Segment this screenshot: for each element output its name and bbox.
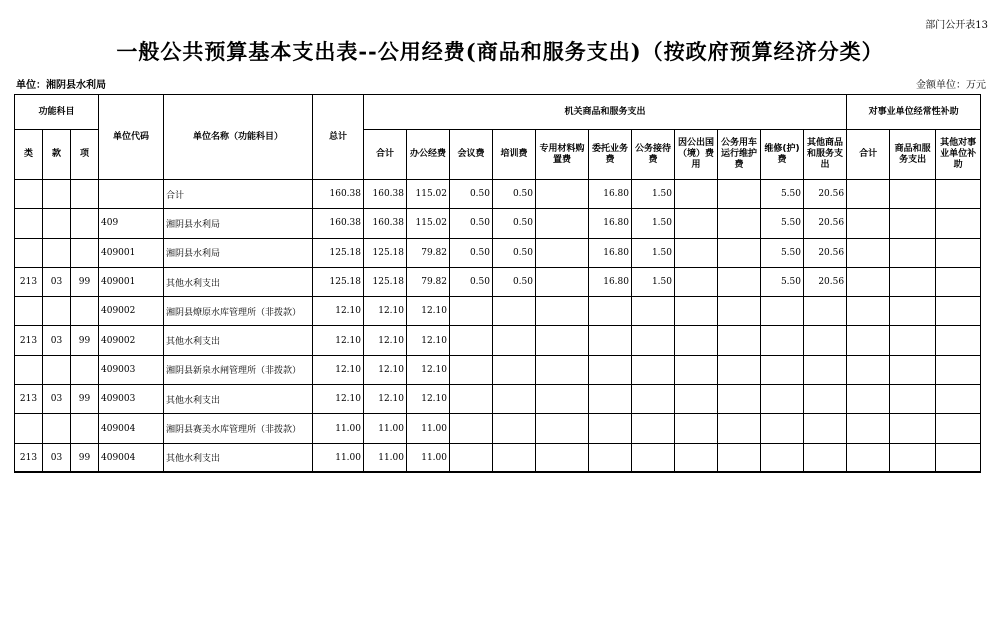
cell-value — [718, 385, 761, 414]
cell-value — [536, 355, 589, 384]
budget-table — [14, 94, 981, 473]
cell-unit-code: 409004 — [99, 443, 164, 472]
cell-unit-name: 合计 — [164, 180, 313, 209]
header-col: 商品和服务支出 — [890, 130, 936, 180]
cell-unit-code: 409004 — [99, 414, 164, 443]
cell-value — [493, 326, 536, 355]
cell-unit-code: 409 — [99, 209, 164, 238]
cell-xiang — [71, 297, 99, 326]
cell-value — [804, 385, 847, 414]
cell-value: 0.50 — [450, 209, 493, 238]
cell-total: 11.00 — [313, 443, 364, 472]
cell-unit-code: 409003 — [99, 355, 164, 384]
cell-value — [450, 443, 493, 472]
cell-value — [450, 326, 493, 355]
cell-value: 115.02 — [407, 180, 450, 209]
cell-value — [936, 385, 981, 414]
table-row — [15, 385, 981, 414]
cell-kuan: 03 — [43, 326, 71, 355]
cell-value — [589, 297, 632, 326]
cell-kuan — [43, 180, 71, 209]
cell-value — [675, 238, 718, 267]
cell-value — [804, 355, 847, 384]
cell-unit-name: 湘阴县赛美水库管理所（非拨款） — [164, 414, 313, 443]
cell-value: 5.50 — [761, 267, 804, 296]
cell-value — [589, 443, 632, 472]
cell-value — [675, 355, 718, 384]
table-row — [15, 414, 981, 443]
cell-value: 1.50 — [632, 267, 675, 296]
table-row — [15, 209, 981, 238]
cell-value: 5.50 — [761, 180, 804, 209]
cell-value — [847, 414, 890, 443]
cell-value: 1.50 — [632, 209, 675, 238]
table-row — [15, 355, 981, 384]
cell-kuan: 03 — [43, 267, 71, 296]
cell-value — [718, 414, 761, 443]
cell-value: 12.10 — [407, 326, 450, 355]
cell-kuan — [43, 238, 71, 267]
cell-value — [847, 238, 890, 267]
cell-value: 20.56 — [804, 180, 847, 209]
cell-xiang — [71, 209, 99, 238]
cell-value — [493, 355, 536, 384]
cell-value — [890, 180, 936, 209]
table-row — [15, 238, 981, 267]
cell-value — [847, 297, 890, 326]
cell-value — [761, 414, 804, 443]
cell-unit-code — [99, 180, 164, 209]
cell-value: 16.80 — [589, 180, 632, 209]
cell-value — [718, 443, 761, 472]
cell-value: 160.38 — [364, 209, 407, 238]
cell-value — [675, 443, 718, 472]
cell-value — [761, 385, 804, 414]
cell-value: 125.18 — [364, 267, 407, 296]
cell-lei — [15, 355, 43, 384]
header-col: 办公经费 — [407, 130, 450, 180]
cell-value — [493, 443, 536, 472]
header-col: 其他商品和服务支出 — [804, 130, 847, 180]
cell-unit-code: 409003 — [99, 385, 164, 414]
cell-value — [936, 209, 981, 238]
cell-value — [936, 180, 981, 209]
cell-value: 0.50 — [493, 180, 536, 209]
cell-value — [936, 326, 981, 355]
cell-value: 12.10 — [364, 297, 407, 326]
cell-kuan — [43, 297, 71, 326]
cell-value: 12.10 — [407, 385, 450, 414]
cell-lei — [15, 414, 43, 443]
header-col: 公务用车运行维护费 — [718, 130, 761, 180]
header-col: 维修(护)费 — [761, 130, 804, 180]
cell-value — [718, 297, 761, 326]
cell-value: 5.50 — [761, 238, 804, 267]
header-func-subject: 功能科目 — [15, 95, 99, 130]
cell-value — [450, 385, 493, 414]
cell-value: 0.50 — [493, 209, 536, 238]
cell-total: 160.38 — [313, 180, 364, 209]
header-col: 委托业务费 — [589, 130, 632, 180]
cell-total: 125.18 — [313, 238, 364, 267]
table-row — [15, 326, 981, 355]
cell-value: 0.50 — [450, 180, 493, 209]
cell-value: 11.00 — [407, 414, 450, 443]
cell-value — [536, 267, 589, 296]
cell-value — [890, 355, 936, 384]
cell-value: 11.00 — [407, 443, 450, 472]
cell-xiang: 99 — [71, 385, 99, 414]
cell-value — [761, 326, 804, 355]
cell-value: 11.00 — [364, 414, 407, 443]
header-unit-code: 单位代码 — [99, 95, 164, 180]
cell-value: 20.56 — [804, 267, 847, 296]
cell-unit-name: 湘阴县新泉水闸管理所（非拨款） — [164, 355, 313, 384]
cell-total: 12.10 — [313, 385, 364, 414]
cell-lei — [15, 180, 43, 209]
cell-value: 20.56 — [804, 209, 847, 238]
cell-value — [804, 326, 847, 355]
cell-value — [936, 414, 981, 443]
cell-value: 12.10 — [407, 297, 450, 326]
cell-value — [675, 414, 718, 443]
cell-value — [675, 326, 718, 355]
cell-value — [536, 414, 589, 443]
cell-value — [847, 355, 890, 384]
cell-unit-code: 409002 — [99, 297, 164, 326]
cell-value — [632, 385, 675, 414]
cell-value — [936, 238, 981, 267]
cell-value: 11.00 — [364, 443, 407, 472]
page-title: 一般公共预算基本支出表--公用经费(商品和服务支出)（按政府预算经济分类） — [116, 39, 884, 64]
header-lei: 类 — [15, 130, 43, 180]
header-col: 公务接待费 — [632, 130, 675, 180]
cell-unit-name: 其他水利支出 — [164, 385, 313, 414]
cell-value — [890, 238, 936, 267]
cell-total: 12.10 — [313, 297, 364, 326]
cell-value — [536, 238, 589, 267]
cell-unit-code: 409002 — [99, 326, 164, 355]
cell-value: 1.50 — [632, 180, 675, 209]
cell-value — [761, 297, 804, 326]
cell-value — [675, 385, 718, 414]
cell-value: 115.02 — [407, 209, 450, 238]
cell-value — [718, 267, 761, 296]
table-row — [15, 443, 981, 472]
cell-value: 20.56 — [804, 238, 847, 267]
cell-value — [847, 443, 890, 472]
header-col: 因公出国（境）费用 — [675, 130, 718, 180]
header-unit-name: 单位名称（功能科目） — [164, 95, 313, 180]
cell-unit-name: 其他水利支出 — [164, 443, 313, 472]
cell-lei: 213 — [15, 326, 43, 355]
cell-value: 12.10 — [364, 355, 407, 384]
cell-lei: 213 — [15, 385, 43, 414]
cell-value: 16.80 — [589, 238, 632, 267]
cell-value — [718, 355, 761, 384]
cell-value — [936, 443, 981, 472]
cell-value — [450, 297, 493, 326]
cell-value — [890, 297, 936, 326]
cell-value — [536, 385, 589, 414]
cell-unit-name: 其他水利支出 — [164, 267, 313, 296]
header-subsidy: 对事业单位经常性补助 — [847, 95, 981, 130]
cell-unit-name: 湘阴县水利局 — [164, 238, 313, 267]
cell-lei — [15, 209, 43, 238]
document-code: 部门公开表13 — [925, 20, 988, 31]
cell-lei — [15, 238, 43, 267]
header-col: 合计 — [364, 130, 407, 180]
cell-value: 16.80 — [589, 267, 632, 296]
cell-value — [632, 443, 675, 472]
cell-value — [847, 267, 890, 296]
cell-unit-name: 湘阴县水利局 — [164, 209, 313, 238]
cell-lei: 213 — [15, 443, 43, 472]
cell-value: 12.10 — [364, 326, 407, 355]
cell-value — [847, 326, 890, 355]
cell-xiang — [71, 355, 99, 384]
cell-kuan — [43, 414, 71, 443]
cell-kuan — [43, 209, 71, 238]
cell-value — [632, 297, 675, 326]
cell-value — [890, 267, 936, 296]
cell-value — [536, 209, 589, 238]
cell-value — [761, 355, 804, 384]
header-col: 会议费 — [450, 130, 493, 180]
cell-xiang — [71, 180, 99, 209]
cell-value — [675, 209, 718, 238]
cell-value — [450, 414, 493, 443]
header-col: 培训费 — [493, 130, 536, 180]
cell-lei: 213 — [15, 267, 43, 296]
cell-value: 5.50 — [761, 209, 804, 238]
cell-value: 0.50 — [450, 238, 493, 267]
cell-value — [675, 297, 718, 326]
header-kuan: 款 — [43, 130, 71, 180]
cell-value — [890, 326, 936, 355]
header-col: 合计 — [847, 130, 890, 180]
cell-value — [890, 414, 936, 443]
cell-value — [493, 385, 536, 414]
cell-value — [632, 414, 675, 443]
cell-value — [589, 355, 632, 384]
cell-kuan: 03 — [43, 443, 71, 472]
cell-value — [675, 267, 718, 296]
cell-value: 12.10 — [407, 355, 450, 384]
cell-value: 1.50 — [632, 238, 675, 267]
cell-value — [589, 385, 632, 414]
table-row — [15, 180, 981, 209]
cell-value: 79.82 — [407, 267, 450, 296]
cell-value — [450, 355, 493, 384]
cell-kuan — [43, 355, 71, 384]
cell-xiang: 99 — [71, 326, 99, 355]
cell-unit-code: 409001 — [99, 267, 164, 296]
cell-xiang: 99 — [71, 443, 99, 472]
cell-value: 0.50 — [450, 267, 493, 296]
cell-value — [632, 326, 675, 355]
unit-label: 单位：湘阴县水利局 — [16, 80, 106, 91]
cell-value: 0.50 — [493, 267, 536, 296]
cell-value — [536, 297, 589, 326]
cell-total: 12.10 — [313, 326, 364, 355]
cell-total: 160.38 — [313, 209, 364, 238]
cell-value — [890, 385, 936, 414]
cell-value — [589, 414, 632, 443]
cell-total: 11.00 — [313, 414, 364, 443]
cell-value: 12.10 — [364, 385, 407, 414]
cell-xiang — [71, 414, 99, 443]
header-total: 总计 — [313, 95, 364, 180]
cell-unit-name: 湘阴县燎原水库管理所（非拨款） — [164, 297, 313, 326]
cell-kuan: 03 — [43, 385, 71, 414]
header-col: 其他对事业单位补助 — [936, 130, 981, 180]
cell-value — [936, 297, 981, 326]
cell-value — [632, 355, 675, 384]
header-goods-services: 机关商品和服务支出 — [364, 95, 847, 130]
header-xiang: 项 — [71, 130, 99, 180]
cell-value — [536, 443, 589, 472]
cell-value — [847, 209, 890, 238]
cell-value — [936, 267, 981, 296]
cell-value — [847, 180, 890, 209]
cell-xiang — [71, 238, 99, 267]
cell-value — [890, 443, 936, 472]
cell-value — [493, 297, 536, 326]
cell-value — [847, 385, 890, 414]
cell-value — [890, 209, 936, 238]
cell-lei — [15, 297, 43, 326]
cell-total: 12.10 — [313, 355, 364, 384]
cell-value: 79.82 — [407, 238, 450, 267]
cell-unit-code: 409001 — [99, 238, 164, 267]
cell-value — [804, 443, 847, 472]
table-row — [15, 267, 981, 296]
cell-value — [536, 180, 589, 209]
cell-value: 160.38 — [364, 180, 407, 209]
cell-value: 125.18 — [364, 238, 407, 267]
cell-value — [493, 414, 536, 443]
cell-value: 16.80 — [589, 209, 632, 238]
cell-unit-name: 其他水利支出 — [164, 326, 313, 355]
cell-value — [718, 180, 761, 209]
cell-total: 125.18 — [313, 267, 364, 296]
cell-value — [718, 326, 761, 355]
cell-value — [536, 326, 589, 355]
cell-value — [936, 355, 981, 384]
cell-value — [804, 297, 847, 326]
cell-value — [718, 238, 761, 267]
cell-value — [589, 326, 632, 355]
cell-value — [718, 209, 761, 238]
cell-value — [804, 414, 847, 443]
cell-value — [675, 180, 718, 209]
cell-value — [761, 443, 804, 472]
cell-value: 0.50 — [493, 238, 536, 267]
header-col: 专用材料购置费 — [536, 130, 589, 180]
table-row — [15, 297, 981, 326]
amount-unit-label: 金额单位：万元 — [916, 80, 986, 91]
cell-xiang: 99 — [71, 267, 99, 296]
